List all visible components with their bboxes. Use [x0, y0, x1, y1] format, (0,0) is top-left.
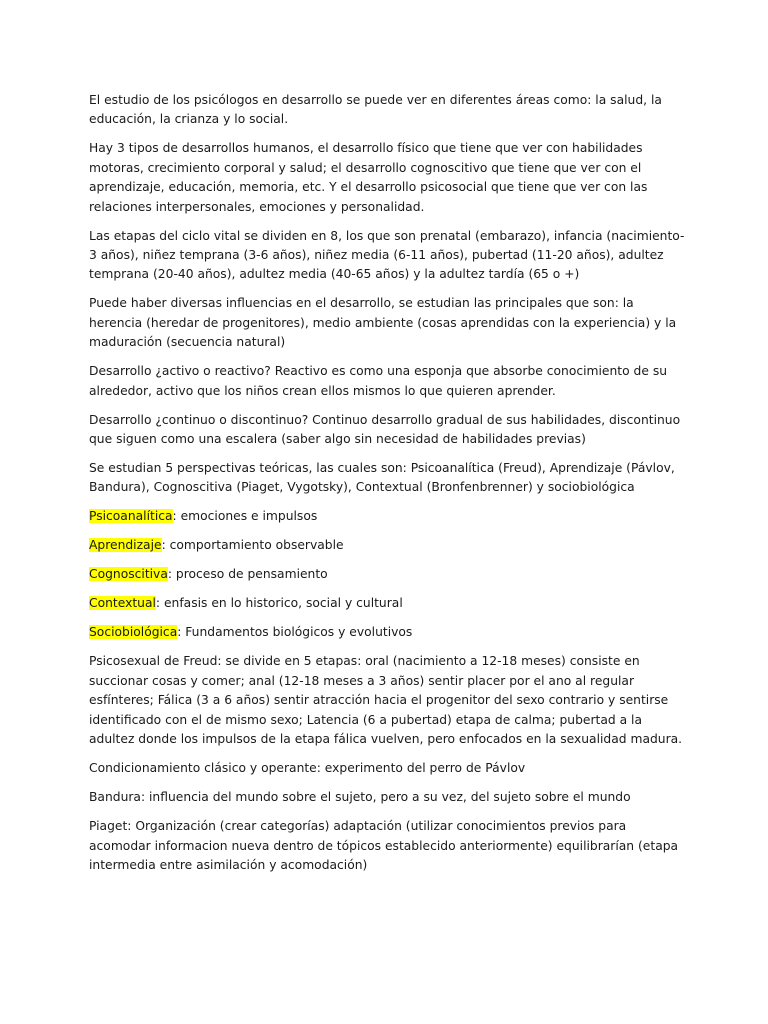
highlighted-term: Cognoscitiva — [89, 567, 168, 582]
paragraph-bandura: Bandura: influencia del mundo sobre el sujeto, pero a su vez, del sujeto sobre el mundo — [89, 790, 631, 805]
perspective-description: : comportamiento observable — [161, 538, 344, 553]
highlighted-term: Aprendizaje — [89, 538, 162, 553]
perspective-description: : proceso de pensamiento — [167, 567, 328, 582]
paragraph-piaget: Piaget: Organización (crear categorías) adaptación (utilizar conocimientos previos para acomodar informacion nueva dentro de tópicos establecido anteriormente) equilibrarían (etapa intermedia entre asimilación y acomodación) — [89, 819, 679, 872]
perspective-psicoanalitica — [89, 507, 689, 526]
paragraph-influences: Puede haber diversas influencias en el desarrollo, se estudian las principales que son: la herencia (heredar de progenitores), medio ambiente (cosas aprendidas con la experiencia) y la maduración (secuencia natural) — [89, 296, 677, 350]
highlighted-term: Contextual — [89, 596, 156, 611]
document-body — [89, 91, 689, 885]
perspective-sociobiologica — [89, 623, 689, 642]
paragraph-active-reactive: Desarrollo ¿activo o reactivo? Reactivo es como una esponja que absorbe conocimiento de su alrededor, activo que los niños crean ellos mismos lo que quieren aprender. — [89, 364, 668, 398]
perspective-contextual — [89, 594, 689, 613]
perspective-aprendizaje — [89, 536, 689, 555]
paragraph-conditioning: Condicionamiento clásico y operante: experimento del perro de Pávlov — [89, 761, 526, 776]
paragraph-continuous: Desarrollo ¿continuo o discontinuo? Continuo desarrollo gradual de sus habilidades, discontinuo que siguen como una escalera (saber algo sin necesidad de habilidades previas) — [89, 412, 681, 447]
paragraph-life-stages: Las etapas del ciclo vital se dividen en 8, los que son prenatal (embarazo), infancia (nacimiento-3 años), niñez temprana (3-6 años), niñez media (6-11 años), pubertad (11-20 años), adultez temprana (20-40 años), adultez media (40-65 años) y la adultez tardía (65 o +) — [89, 228, 685, 282]
perspective-description: : emociones e impulsos — [172, 509, 318, 524]
paragraph-freud-psychosexual: Psicosexual de Freud: se divide en 5 etapas: oral (nacimiento a 12-18 meses) consiste en succionar cosas y comer; anal (12-18 meses a 3 años) sentir placer por el ano al regular esfínteres; Fálica (3 a 6 años) sentir atracción hacia el progenitor del sexo contrario y sentirse identificado con el de mismo sexo; Latencia (6 a pubertad) etapa de calma; pubertad a la adultez donde los impulsos de la etapa fálica vuelven, pero enfocados en la sexualidad madura. — [89, 654, 683, 747]
paragraph-study-areas: El estudio de los psicólogos en desarrollo se puede ver en diferentes áreas como: la salud, la educación, la crianza y lo social. — [89, 93, 662, 127]
perspective-cognoscitiva — [89, 565, 689, 584]
paragraph-perspectives-intro: Se estudian 5 perspectivas teóricas, las cuales son: Psicoanalítica (Freud), Aprendizaje (Pávlov, Bandura), Cognoscitiva (Piaget, Vygotsky), Contextual (Bronfenbrenner) y sociobiológica — [89, 461, 675, 495]
highlighted-term: Psicoanalítica — [89, 509, 173, 524]
paragraph-development-types: Hay 3 tipos de desarrollos humanos, el desarrollo físico que tiene que ver con habilidades motoras, crecimiento corporal y salud; el desarrollo cognoscitivo que tiene que ver con el aprendizaje, educación, memoria, etc. Y el desarrollo psicosocial que tiene que ver con las relaciones interpersonales, emociones y personalidad. — [89, 141, 648, 214]
perspective-description: : Fundamentos biológicos y evolutivos — [177, 625, 413, 640]
highlighted-term: Sociobiológica — [89, 625, 178, 640]
perspective-description: : enfasis en lo historico, social y cultural — [155, 596, 403, 611]
